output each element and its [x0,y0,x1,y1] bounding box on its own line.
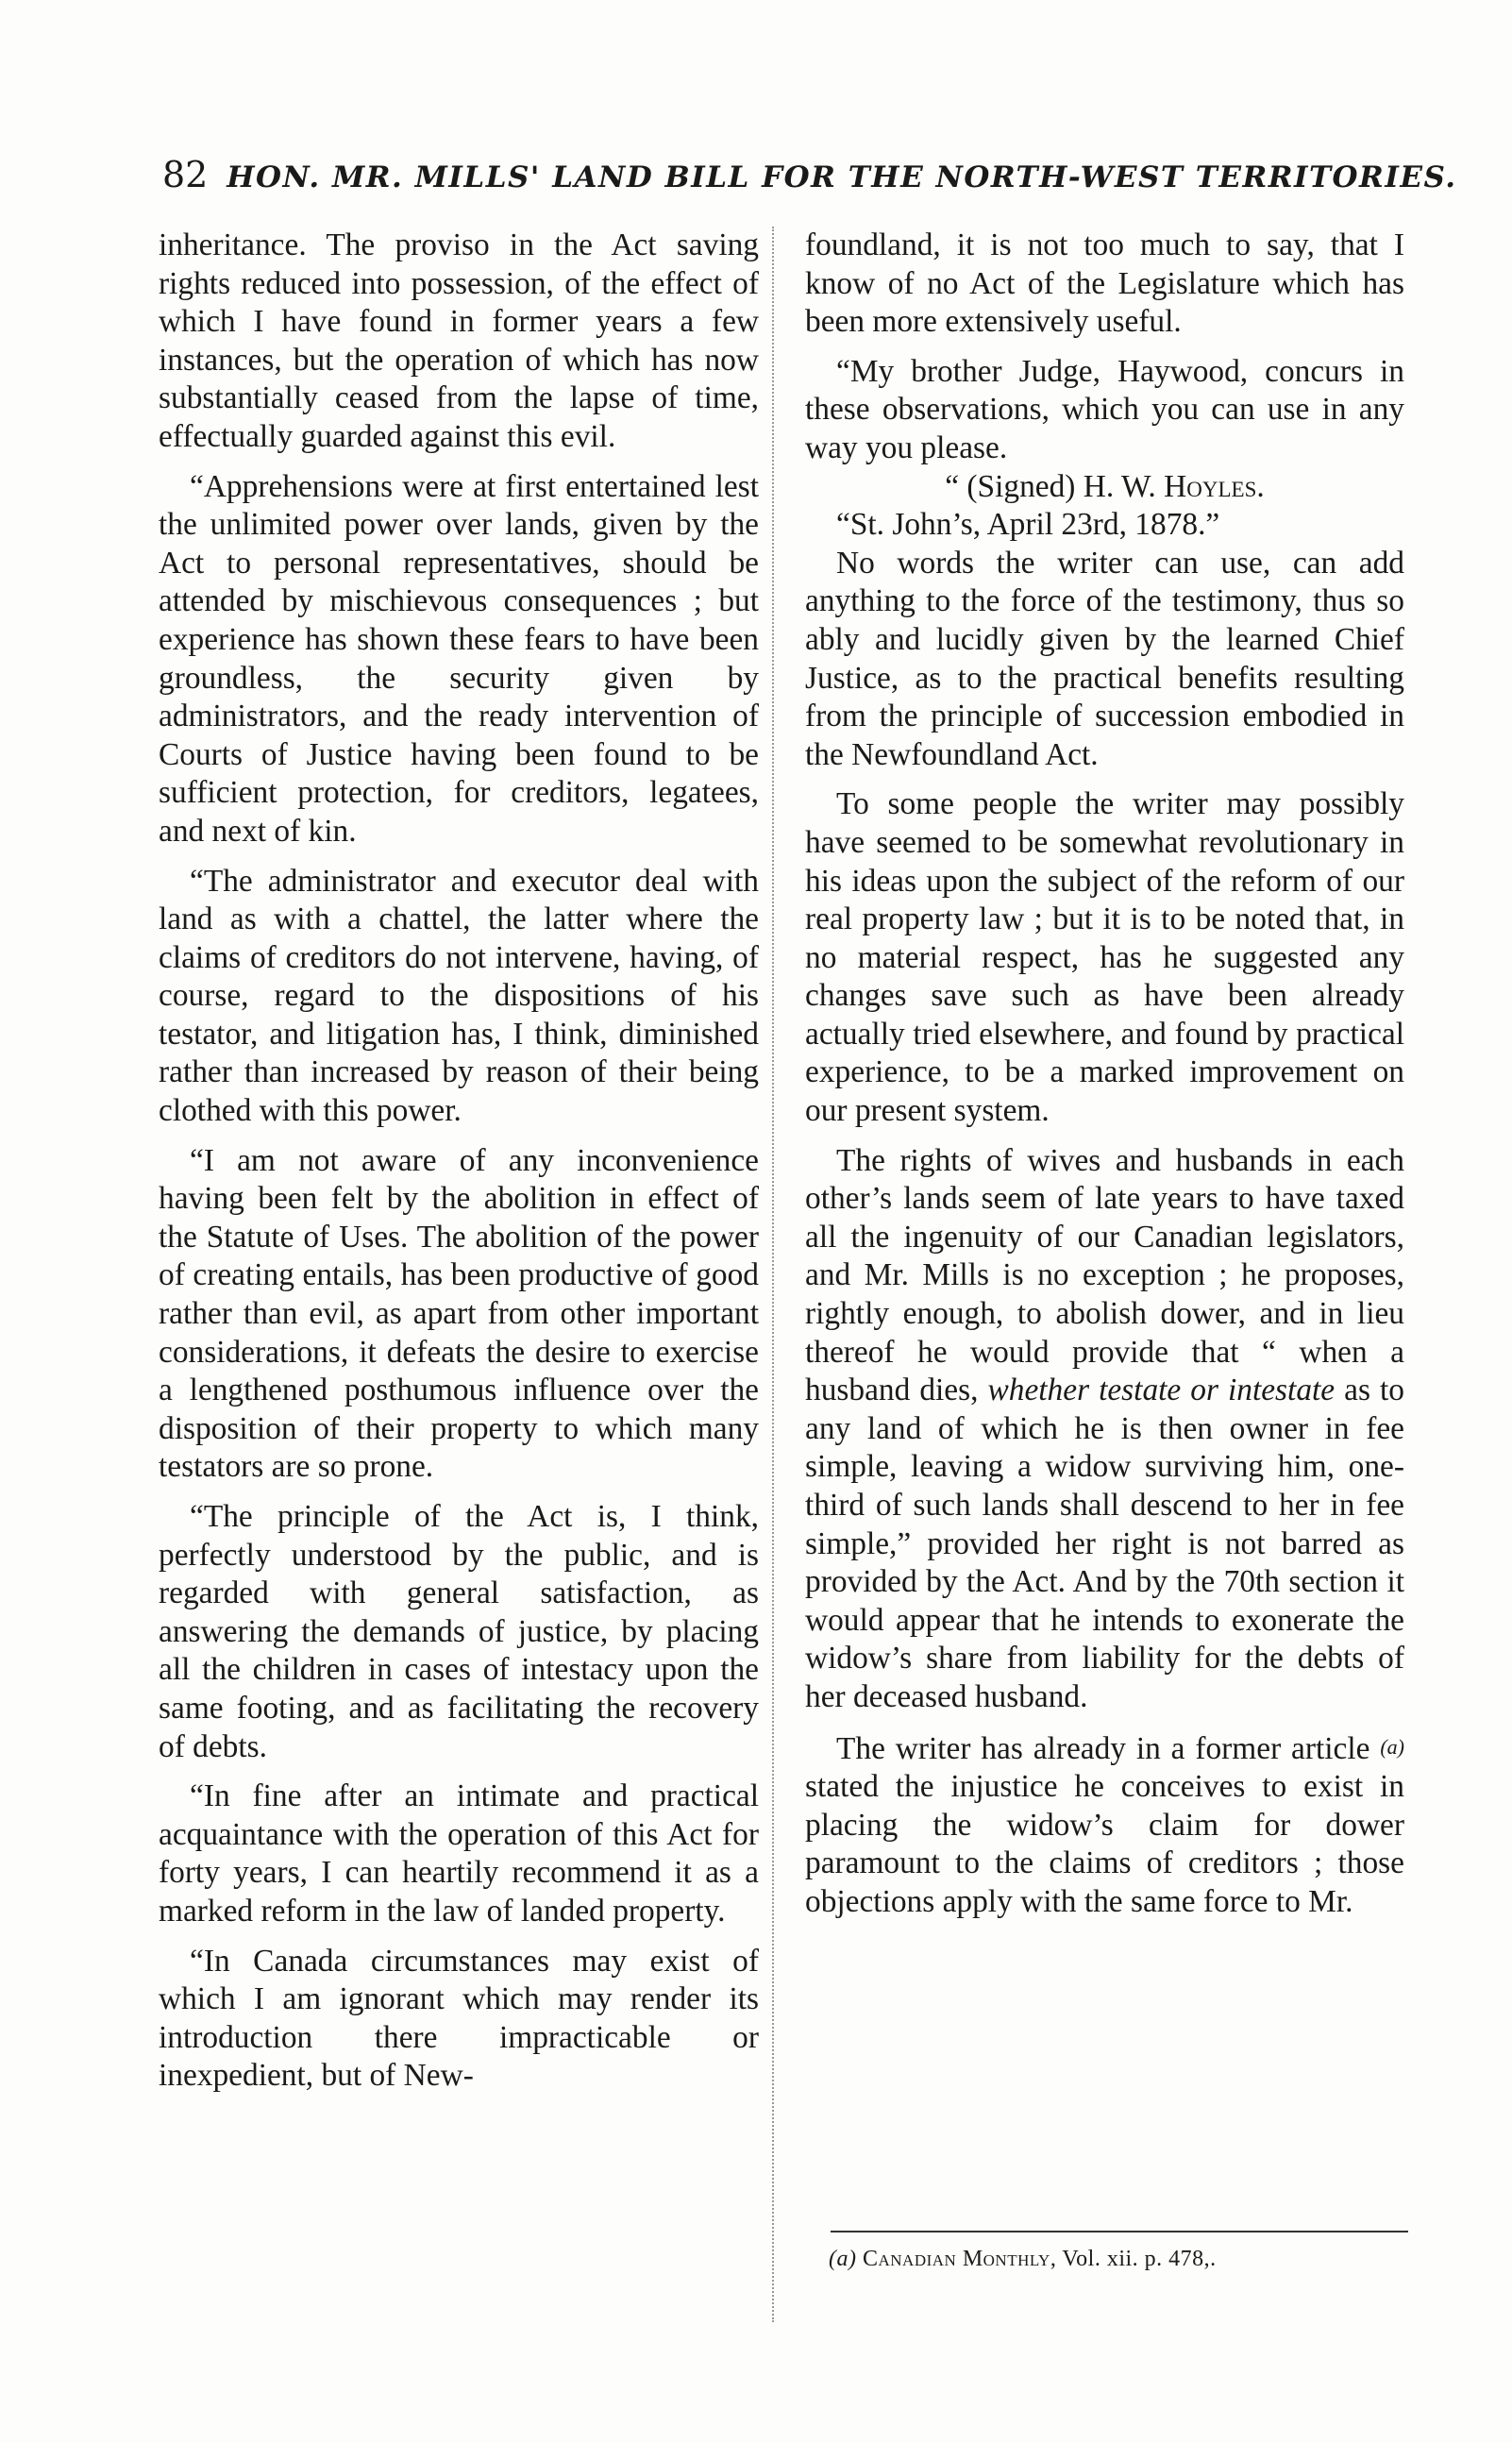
running-header [162,154,1457,195]
footnote-source: Canadian Monthly, [862,2247,1057,2271]
dateline: “St. John’s, April 23rd, 1878.” [836,507,1220,543]
footnote-rule [831,2231,1408,2232]
text-run: The rights of wives and husbands in each other’s lands seem of late years to have taxed all the ingenuity of our Canadian legislators, and Mr. Mills is no exception ; he proposes, rightly enough, to abolish dower, and in lieu thereof he would provide that “ when a husband dies, [805,1142,1404,1408]
paragraph: “The administrator and executor deal with land as with a chattel, the latter where the claims of creditors do not intervene, having, of course, regard to the dispositions of his testator, and litigation has, I think, diminished rather than increased by reason of their being clothed with this power. [159,863,759,1129]
page-number: 82 [162,154,209,195]
paragraph: inheritance. The proviso in the Act saving rights reduced into possession, of the effect of which I have found in former years a few instances, but the operation of which has now substantially ceased from the lapse of time, effectually guarded against this evil. [159,227,759,454]
text-run: The writer has already in a former article [836,1730,1370,1766]
paragraph: To some people the writer may possibly have seemed to be somewhat revolutionary in his ideas upon the subject of the reform of our real property law ; but it is to be noted that, in no material respect, has he suggested any changes save such as have been already actually tried elsewhere, and found by practical experience, to be a marked improvement on our present system. [805,786,1404,1129]
right-column [805,227,1404,1922]
text-run: stated the injustice he conceives to exist in placing the widow’s claim for dower paramount to the claims of creditors ; those objections apply with the same force to Mr. [805,1769,1404,1919]
paragraph [805,1142,1404,1717]
paragraph: “I am not aware of any inconvenience having been felt by the abolition in effect of the Statute of Uses. The abolition of the power of creating entails, has been productive of good rather than evil, as apart from other important considerations, it defeats the desire to exercise a lengthened posthumous influence over the disposition of their property to which many testators are so prone. [159,1142,759,1485]
footnote-citation: Vol. xii. p. 478,. [1062,2247,1217,2271]
column-divider [772,227,774,2322]
footnote [829,2247,1406,2272]
paragraph: No words the writer can use, can add anything to the force of the testimony, thus so ably and lucidly given by the learned Chief Justice, as to the practical benefits resulting from the principle of succession embodied in the Newfoundland Act. [805,545,1404,772]
paragraph: “In Canada circumstances may exist of which I am ignorant which may render its introduction there impracticable or inexpedient, but of New- [159,1943,759,2094]
footnote-reference: (a) [1380,1734,1404,1759]
signature-line [805,468,1404,507]
paragraph: “Apprehensions were at first entertained lest the unlimited power over lands, given by the Act to personal representatives, should be attended by mischievous consequences ; but experience has shown these fears to have been groundless, the security given by administrators, and the ready intervention of Courts of Justice having been found to be sufficient protection, for creditors, legatees, and next of kin. [159,468,759,849]
signature-name: Hoyles. [1164,468,1265,504]
paragraph [805,1728,1404,1922]
left-column [159,227,759,2096]
paragraph: “The principle of the Act is, I think, perfectly understood by the public, and is regarded with general satisfaction, as answering the demands of justice, by placing all the children in cases of intestacy upon the same footing, and as facilitating the recovery of debts. [159,1499,759,1764]
paragraph: “My brother Judge, Haywood, concurs in these observations, which you can use in any way you please. [805,353,1404,465]
running-title: HON. MR. MILLS' LAND BILL FOR THE NORTH-WEST TERRITORIES. [227,160,1457,194]
text-run: as to any land of which he is then owner in fee simple, leaving a widow surviving him, one-third of such lands shall descend to her in fee simple,” provided her right is not barred as provided by the Act. And by the 70th section it would appear that he intends to exonerate the widow’s share from liability for the debts of her deceased husband. [805,1373,1404,1714]
paragraph: “In fine after an intimate and practical acquaintance with the operation of this Act for forty years, I can heartily recommend it as a marked reform in the law of landed property. [159,1778,759,1929]
italic-phrase: whether testate or intestate [987,1373,1336,1408]
signature-prefix: “ (Signed) H. W. [945,468,1156,504]
footnote-mark: (a) [829,2247,857,2271]
paragraph: foundland, it is not too much to say, that I know of no Act of the Legislature which has been more extensively useful. [805,227,1404,340]
